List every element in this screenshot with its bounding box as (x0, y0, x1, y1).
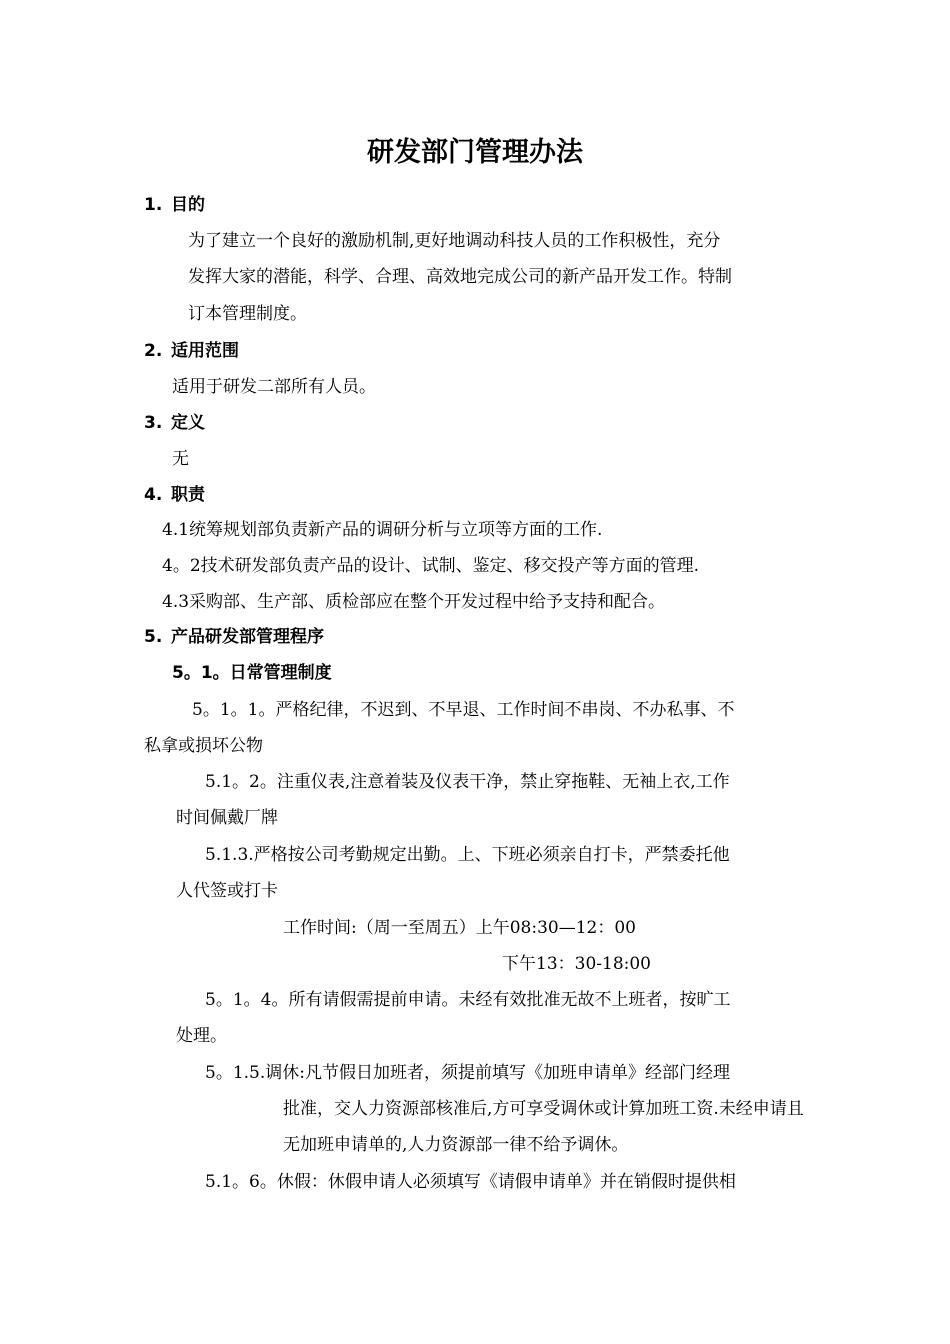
subsection-heading: 5。1。日常管理制度 (172, 663, 332, 683)
section-title: 职责 (171, 485, 205, 505)
rule-line: 5。1.5.调休:凡节假日加班者，须提前填写《加班申请单》经部门经理 (205, 1063, 730, 1083)
section-heading (144, 193, 205, 217)
section-title: 产品研发部管理程序 (171, 627, 324, 647)
paragraph-line: 订本管理制度。 (188, 304, 307, 324)
paragraph-line: 适用于研发二部所有人员。 (172, 377, 376, 397)
rule-line: 5。1。1。严格纪律，不迟到、不早退、工作时间不串岗、不办私事、不 (192, 700, 735, 720)
rule-line: 时间佩戴厂牌 (176, 808, 278, 828)
rule-line: 5.1。6。休假：休假申请人必须填写《请假申请单》并在销假时提供相 (205, 1172, 736, 1192)
section-heading (144, 483, 205, 507)
section-number: 3. (144, 413, 163, 433)
paragraph-line: 无 (172, 449, 189, 469)
duty-item: 4.1统筹规划部负责新产品的调研分析与立项等方面的工作. (162, 520, 603, 540)
section-heading (144, 625, 324, 649)
section-number: 5. (144, 627, 163, 647)
rule-line: 5.1。2。注重仪表,注意着装及仪表干净，禁止穿拖鞋、无袖上衣,工作 (205, 772, 730, 792)
duty-item: 4。2技术研发部负责产品的设计、试制、鉴定、移交投产等方面的管理. (162, 556, 700, 576)
section-heading (144, 339, 239, 363)
duty-item: 4.3采购部、生产部、质检部应在整个开发过程中给予支持和配合。 (162, 592, 666, 612)
section-title: 适用范围 (171, 341, 239, 361)
section-title: 目的 (171, 195, 205, 215)
section-number: 1. (144, 195, 163, 215)
paragraph-line: 为了建立一个良好的激励机制,更好地调动科技人员的工作积极性，充分 (188, 231, 721, 251)
rule-line: 人代签或打卡 (176, 881, 278, 901)
page-title: 研发部门管理办法 (367, 137, 583, 168)
paragraph-line: 发挥大家的潜能，科学、合理、高效地完成公司的新产品开发工作。特制 (188, 267, 732, 287)
section-title: 定义 (171, 413, 205, 433)
section-number: 4. (144, 485, 163, 505)
work-time-morning: 工作时间:（周一至周五）上午08:30—12：00 (283, 918, 636, 938)
rule-continuation: 批准，交人力资源部核准后,方可享受调休或计算加班工资.未经申请且无加班申请单的,人力资源部一律不给予调休。 (283, 1099, 804, 1155)
section-number: 2. (144, 341, 163, 361)
section-heading (144, 411, 205, 435)
work-time-afternoon: 下午13：30-18:00 (502, 954, 651, 974)
rule-line: 5.1.3.严格按公司考勤规定出勤。上、下班必须亲自打卡，严禁委托他 (205, 845, 730, 865)
rule-line: 5。1。4。所有请假需提前申请。未经有效批准无故不上班者，按旷工 (205, 990, 731, 1010)
rule-line: 私拿或损坏公物 (144, 736, 263, 756)
rule-line: 处理。 (176, 1026, 227, 1046)
